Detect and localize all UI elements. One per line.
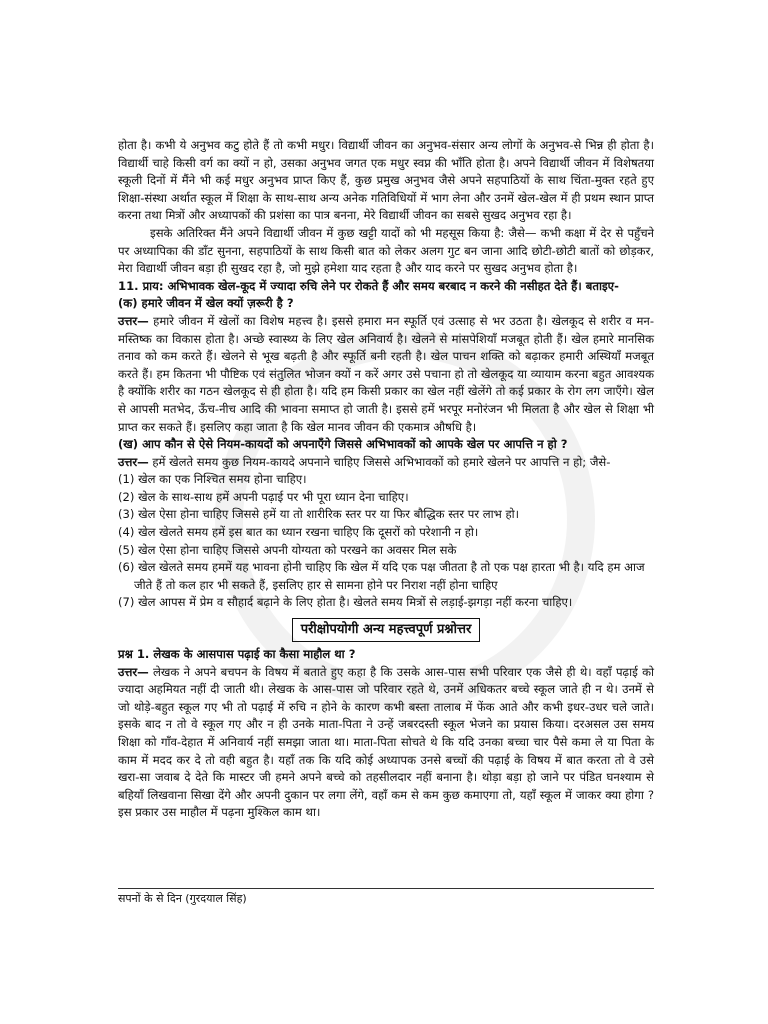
rule-item: (4) खेल खेलते समय हमें इस बात का ध्यान रखना चाहिए कि दूसरों को परेशानी न हो। bbox=[118, 525, 479, 540]
answer-11a bbox=[118, 313, 654, 436]
footer-divider bbox=[118, 888, 654, 889]
rule-item: (2) खेल के साथ-साथ हमें अपनी पढ़ाई पर भी पूरा ध्यान देना चाहिए। bbox=[118, 489, 409, 504]
answer-11b-text: हमें खेलते समय कुछ नियम-कायदे अपनाने चाहिए जिससे अभिभावकों को हमारे खेलने पर आपत्ति न हो; जैसे- bbox=[152, 454, 611, 469]
section-heading-wrap bbox=[118, 618, 654, 642]
question-p1: प्रश्न 1. लेखक के आसपास पढ़ाई का कैसा माहौल था ? bbox=[118, 647, 356, 662]
rule-item: (5) खेल ऐसा होना चाहिए जिससे अपनी योग्यता को परखने का अवसर मिल सके bbox=[118, 542, 457, 557]
answer-p1 bbox=[118, 664, 654, 822]
answer-label: उत्तर— bbox=[118, 664, 149, 679]
rule-item: (6) खेल खेलते समय हममें यह भावना होनी चाहिए कि खेल में यदि एक पक्ष जीतता है तो एक पक्ष हारता भी है। यदि हम आज जीते हैं तो कल हार भी सकते हैं, इसलिए हार से सामना होने पर निराश नहीं होना चाहिए bbox=[118, 560, 645, 592]
answer-p1-text: लेखक ने अपने बचपन के विषय में बताते हुए कहा है कि उसके आस-पास सभी परिवार एक जैसे ही थे। वहाँ पढ़ाई को ज्यादा अहमियत नहीं दी जाती थी। लेखक के आस-पास जो परिवार रहते थे, उनमें अधिकतर बच्चे स्कूल जाते ही न थे। उनमें से जो थोड़े-बहुत स्कूल गए भी तो पढ़ाई में रुचि न होने के कारण कभी बस्ता तालाब में फेंक आते और कभी इधर-उधर चले जाते। इसके बाद न तो वे स्कूल गए और न ही उनके माता-पिता ने उन्हें जबरदस्ती स्कूल भेजने का प्रयास किया। दरअसल उस समय शिक्षा को गाँव-देहात में अनिवार्य नहीं समझा जाता था। माता-पिता सोचते थे कि यदि उनका बच्चा चार पैसे कमा ले या पिता के काम में मदद कर दे तो वही बहुत है। यहाँ तक कि यदि कोई अध्यापक उनसे बच्चों की पढ़ाई के विषय में बात करता तो वे उसे खरा-सा जवाब दे देते कि मास्टर जी हमने अपने बच्चे को तहसीलदार नहीं बनाना है। थोड़ा बड़ा हो जाने पर पंडित घनश्याम से बहियाँ लिखवाना सिखा देंगे और अपनी दुकान पर लगा लेंगे, वहाँ कम से कम कुछ कमाएगा तो, यहाँ स्कूल में जाकर क्या होगा ? इस प्रकार उस माहौल में पढ़ना मुश्किल काम था। bbox=[118, 664, 655, 820]
paragraph-2: इसके अतिरिक्त मैंने अपने विद्यार्थी जीवन में कुछ खट्टी यादों को भी महसूस किया है: जैसे— कभी कक्षा में देर से पहुँचने पर अध्यापिका की डाँट सुनना, सहपाठियों के साथ किसी बात को लेकर अलग गुट बन जाना आदि छोटी-छोटी बातों को छोड़कर, मेरा विद्यार्थी जीवन बड़ा ही सुखद रहा है, जो मुझे हमेशा याद रहता है और याद करने पर सुखद अनुभव होता है। bbox=[118, 225, 654, 276]
rule-item: (3) खेल ऐसा होना चाहिए जिससे हमें या तो शारीरिक स्तर पर या फिर बौद्धिक स्तर पर लाभ हो। bbox=[118, 507, 520, 522]
footer-chapter-title: सपनों के से दिन (गुरदयाल सिंह) bbox=[118, 892, 247, 905]
rule-item: (1) खेल का एक निश्चित समय होना चाहिए। bbox=[118, 472, 307, 487]
question-11: 11. प्राय: अभिभावक खेल-कूद में ज्यादा रुचि लेने पर रोकते हैं और समय बरबाद न करने की नसीहत देते हैं। बताइए- bbox=[118, 278, 619, 293]
answer-11b bbox=[118, 454, 654, 472]
answer-11a-text: हमारे जीवन में खेलों का विशेष महत्त्व है। इससे हमारा मन स्फूर्ति एवं उत्साह से भर उठता है। खेलकूद से शरीर व मन-मस्तिष्क का विकास होता है। अच्छे स्वास्थ्य के लिए खेल अनिवार्य है। खेलने से मांसपेशियाँ मजबूत होती हैं। खेल हमारे मानसिक तनाव को कम करते हैं। खेलने से भूख बढ़ती है और स्फूर्ति बनी रहती है। खेल पाचन शक्ति को बढ़ाकर हमारी अस्थियाँ मजबूत करते हैं। हम कितना भी पौष्टिक एवं संतुलित भोजन क्यों न करें अगर उसे पचाना हो तो खेलकूद या व्यायाम करना बहुत आवश्यक है क्योंकि शरीर का गठन खेलकूद से ही होता है। यदि हम किसी प्रकार का खेल नहीं खेलेंगे तो कई प्रकार के रोग लग जाएँगे। खेल से आपसी मतभेद, ऊँच-नीच आदि की भावना समाप्त हो जाती है। इससे हमें भरपूर मनोरंजन भी मिलता है और खेल से शिक्षा भी प्राप्त कर सकते हैं। इसलिए कहा जाता है कि खेल मानव जीवन की एकमात्र औषधि है। bbox=[118, 313, 654, 434]
answer-label: उत्तर— bbox=[118, 313, 149, 328]
section-heading: परीक्षोपयोगी अन्य महत्त्वपूर्ण प्रश्नोत्तर bbox=[292, 618, 481, 642]
answer-label: उत्तर— bbox=[118, 454, 149, 469]
page-content bbox=[118, 137, 654, 822]
paragraph-1: होता है। कभी ये अनुभव कटु होते हैं तो कभी मधुर। विद्यार्थी जीवन का अनुभव-संसार अन्य लोगों के अनुभव-से भिन्न ही होता है। विद्यार्थी चाहे किसी वर्ग का क्यों न हो, उसका अनुभव जगत एक मधुर स्वप्न की भाँति होता है। अपने विद्यार्थी जीवन में विशेषतया स्कूली दिनों में मैंने भी कई मधुर अनुभव प्राप्त किए हैं, कुछ प्रमुख अनुभव जैसे अपने सहपाठियों के साथ चिंता-मुक्त रहते हुए शिक्षा-संस्था अर्थात स्कूल में शिक्षा के साथ-साथ अन्य अनेक गतिविधियों में भाग लेना और उनमें खेल-खेल में ही प्रथम स्थान प्राप्त करना तथा मित्रों और अध्यापकों की प्रशंसा का पात्र बनना, मेरे विद्यार्थी जीवन का सबसे सुखद अनुभव रहा है। bbox=[118, 138, 654, 223]
rules-list bbox=[118, 471, 654, 612]
question-11b: (ख) आप कौन से ऐसे नियम-कायदों को अपनाएँगे जिससे अभिभावकों को आपके खेल पर आपत्ति न हो ? bbox=[118, 437, 568, 452]
question-11a: (क) हमारे जीवन में खेल क्यों ज़रूरी है ? bbox=[118, 296, 294, 311]
rule-item: (7) खेल आपस में प्रेम व सौहार्द बढ़ाने के लिए होता है। खेलते समय मित्रों से लड़ाई-झगड़ा नहीं करना चाहिए। bbox=[118, 595, 573, 610]
